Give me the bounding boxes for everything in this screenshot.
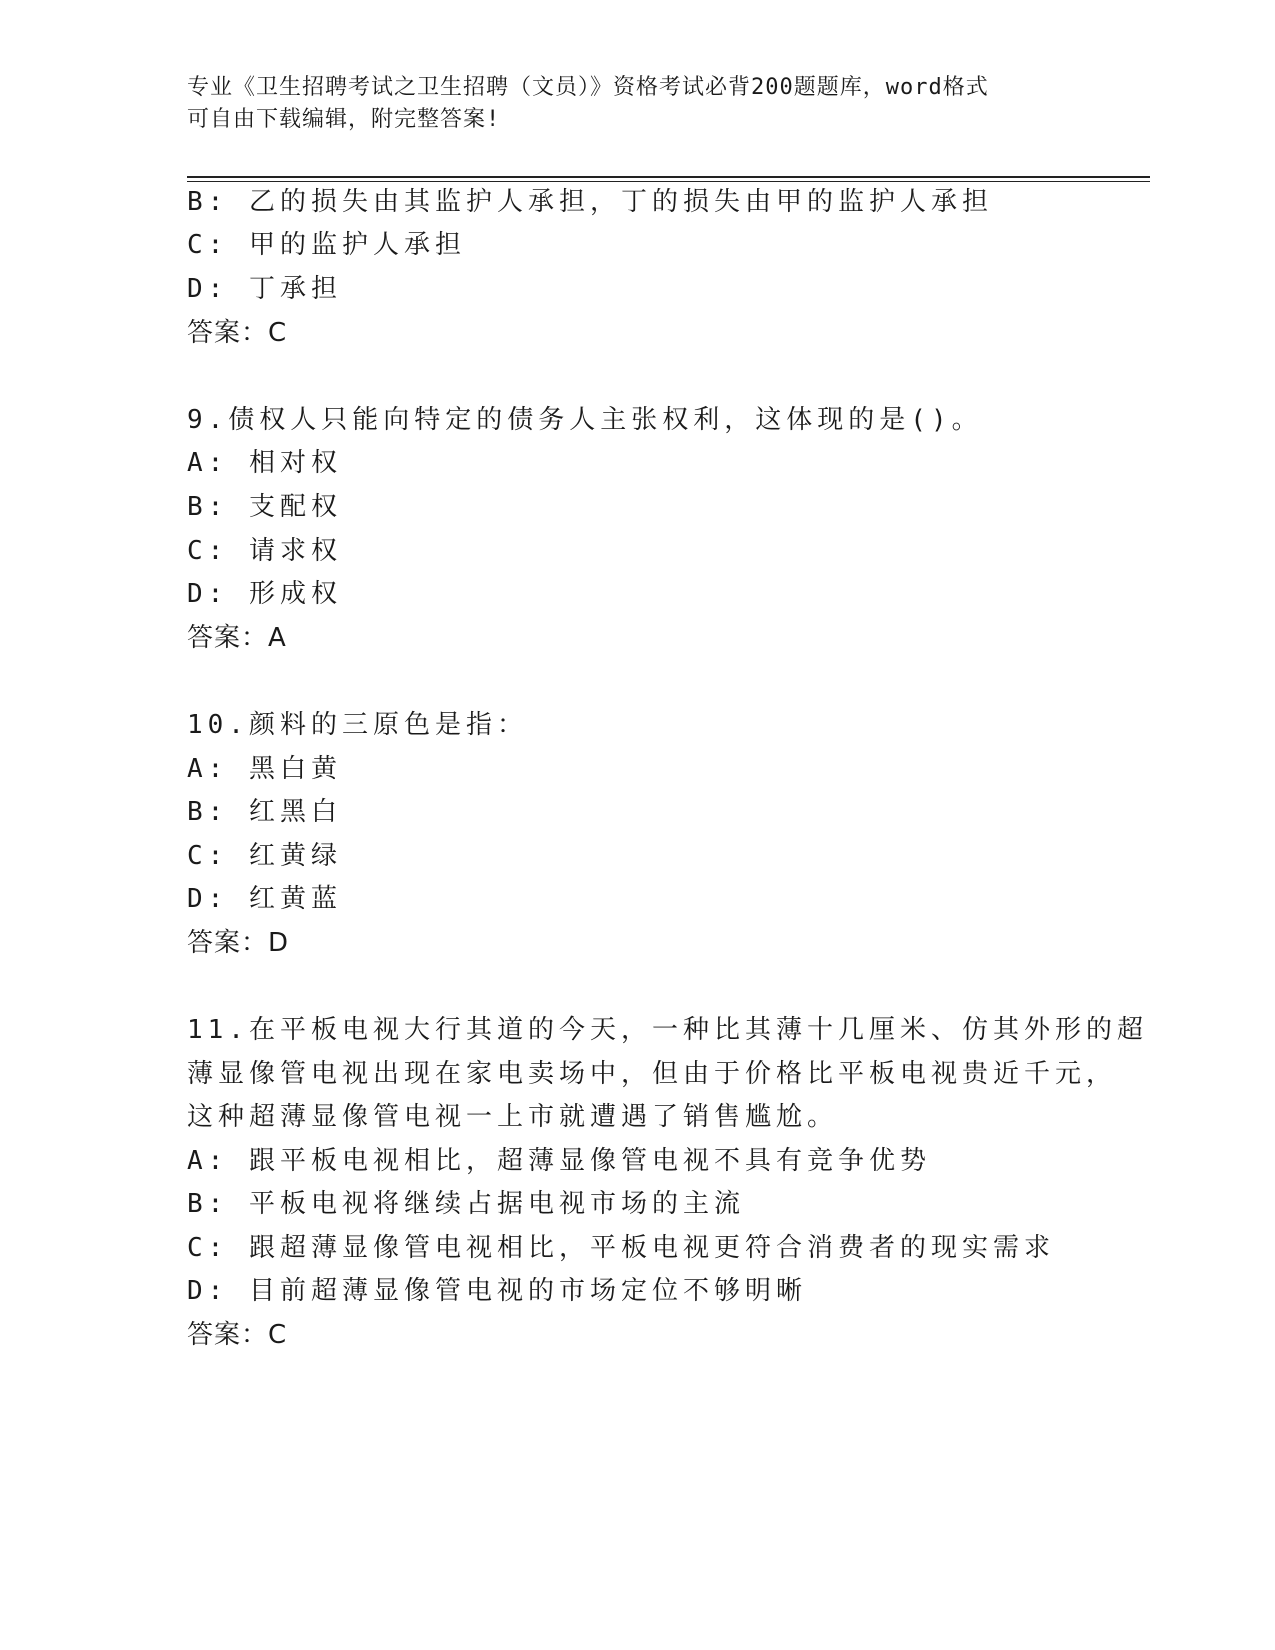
q8-answer: 答案：C xyxy=(187,318,288,348)
q8-option-c: C: 甲的监护人承担 xyxy=(187,230,466,260)
q9-option-c: C: 请求权 xyxy=(187,536,342,566)
q11-option-a: A: 跟平板电视相比，超薄显像管电视不具有竞争优势 xyxy=(187,1146,931,1176)
header-line-1: 专业《卫生招聘考试之卫生招聘（文员）》资格考试必背200题题库，word格式 xyxy=(187,75,989,100)
header-divider-thick xyxy=(187,176,1150,178)
q11-answer: 答案：C xyxy=(187,1320,288,1350)
q10-option-d: D: 红黄蓝 xyxy=(187,884,342,914)
q11-option-b: B: 平板电视将继续占据电视市场的主流 xyxy=(187,1189,745,1219)
q9-option-b: B: 支配权 xyxy=(187,492,342,522)
q9-question: 9.债权人只能向特定的债务人主张权利，这体现的是()。 xyxy=(187,405,983,435)
q10-option-b: B: 红黑白 xyxy=(187,797,342,827)
q10-option-c: C: 红黄绿 xyxy=(187,841,342,871)
q8-option-b: B: 乙的损失由其监护人承担，丁的损失由甲的监护人承担 xyxy=(187,187,993,217)
q10-answer: 答案：D xyxy=(187,928,290,958)
q9-answer: 答案：A xyxy=(187,623,287,653)
q11-question-line-3: 这种超薄显像管电视一上市就遭遇了销售尴尬。 xyxy=(187,1102,839,1132)
document-header xyxy=(187,72,1087,136)
q10-option-a: A: 黑白黄 xyxy=(187,754,342,784)
q10-question: 10.颜料的三原色是指： xyxy=(187,710,528,740)
q9-option-a: A: 相对权 xyxy=(187,448,342,478)
q11-option-d: D: 目前超薄显像管电视的市场定位不够明晰 xyxy=(187,1276,807,1306)
q8-option-d: D: 丁承担 xyxy=(187,274,342,304)
q11-option-c: C: 跟超薄显像管电视相比，平板电视更符合消费者的现实需求 xyxy=(187,1233,1055,1263)
header-divider-thin xyxy=(187,181,1150,182)
header-line-2: 可自由下载编辑，附完整答案! xyxy=(187,107,501,132)
q9-option-d: D: 形成权 xyxy=(187,579,342,609)
q11-question-line-1: 11.在平板电视大行其道的今天，一种比其薄十几厘米、仿其外形的超 xyxy=(187,1015,1148,1045)
q11-question-line-2: 薄显像管电视出现在家电卖场中，但由于价格比平板电视贵近千元， xyxy=(187,1059,1118,1089)
